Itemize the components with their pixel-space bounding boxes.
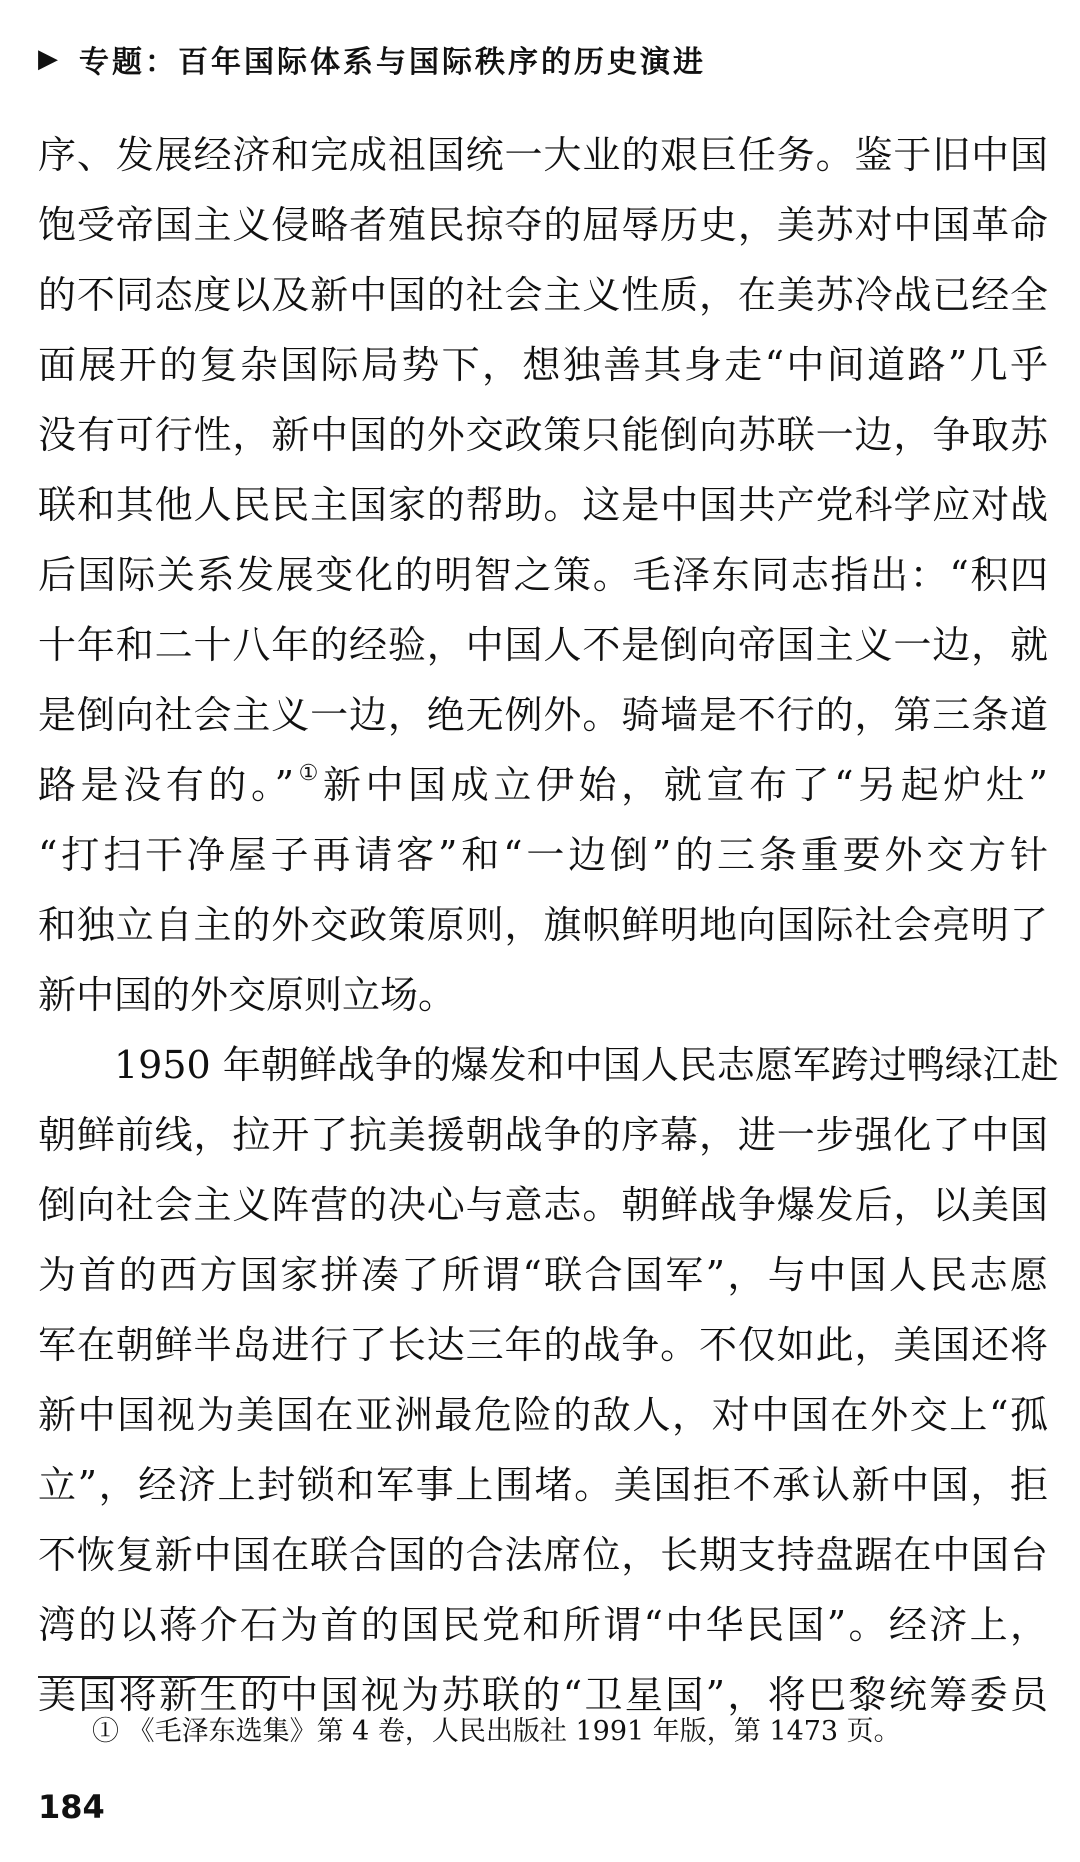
text-line: 立”，经济上封锁和军事上围堵。美国拒不承认新中国，拒 bbox=[38, 1463, 1048, 1507]
footnote: ① 《毛泽东选集》第 4 卷，人民出版社 1991 年版，第 1473 页。 bbox=[92, 1716, 901, 1747]
text-line-with-footnote bbox=[38, 750, 1048, 820]
text-line: 不恢复新中国在联合国的合法席位，长期支持盘踞在中国台 bbox=[38, 1533, 1048, 1577]
text-segment: 新中国成立伊始，就宣布了“另起炉灶” bbox=[322, 763, 1048, 807]
footnote-reference[interactable]: ① bbox=[294, 761, 323, 786]
text-line: 后国际关系发展变化的明智之策。毛泽东同志指出：“积四 bbox=[38, 553, 1048, 597]
text-line: 序、发展经济和完成祖国统一大业的艰巨任务。鉴于旧中国 bbox=[38, 133, 1048, 177]
text-line: 美国将新生的中国视为苏联的“卫星国”，将巴黎统筹委员 bbox=[38, 1673, 1048, 1717]
footnote-divider bbox=[38, 1676, 290, 1678]
running-header-title: 专题：百年国际体系与国际秩序的历史演进 bbox=[79, 45, 706, 80]
text-line: 新中国的外交原则立场。 bbox=[38, 973, 457, 1017]
text-line: 和独立自主的外交政策原则，旗帜鲜明地向国际社会亮明了 bbox=[38, 903, 1048, 947]
text-line: 面展开的复杂国际局势下，想独善其身走“中间道路”几乎 bbox=[38, 343, 1048, 387]
text-line: “打扫干净屋子再请客”和“一边倒”的三条重要外交方针 bbox=[38, 833, 1048, 877]
text-line: 联和其他人民民主国家的帮助。这是中国共产党科学应对战 bbox=[38, 483, 1048, 527]
text-line: 的不同态度以及新中国的社会主义性质，在美苏冷战已经全 bbox=[38, 273, 1048, 317]
text-line: 十年和二十八年的经验，中国人不是倒向帝国主义一边，就 bbox=[38, 623, 1048, 667]
text-line: 是倒向社会主义一边，绝无例外。骑墙是不行的，第三条道 bbox=[38, 693, 1048, 737]
text-line: 没有可行性，新中国的外交政策只能倒向苏联一边，争取苏 bbox=[38, 413, 1048, 457]
text-line: 为首的西方国家拼凑了所谓“联合国军”，与中国人民志愿 bbox=[38, 1253, 1048, 1297]
paragraph-2 bbox=[38, 1030, 1059, 1730]
running-header bbox=[38, 34, 706, 84]
text-line: 倒向社会主义阵营的决心与意志。朝鲜战争爆发后，以美国 bbox=[38, 1183, 1048, 1227]
text-line: 新中国视为美国在亚洲最危险的敌人，对中国在外交上“孤 bbox=[38, 1393, 1048, 1437]
text-line: 军在朝鲜半岛进行了长达三年的战争。不仅如此，美国还将 bbox=[38, 1323, 1048, 1367]
text-line: 1950 年朝鲜战争的爆发和中国人民志愿军跨过鸭绿江赴 bbox=[114, 1043, 1059, 1087]
text-line: 饱受帝国主义侵略者殖民掠夺的屈辱历史，美苏对中国革命 bbox=[38, 203, 1048, 247]
body-text bbox=[38, 120, 1059, 1730]
paragraph-1 bbox=[38, 120, 1048, 1030]
text-segment: 路是没有的。” bbox=[38, 763, 295, 807]
triangle-marker-icon: ▶ bbox=[38, 44, 61, 74]
text-line: 朝鲜前线，拉开了抗美援朝战争的序幕，进一步强化了中国 bbox=[38, 1113, 1048, 1157]
page-number: 184 bbox=[38, 1788, 105, 1826]
text-line: 湾的以蒋介石为首的国民党和所谓“中华民国”。经济上， bbox=[38, 1603, 1048, 1647]
